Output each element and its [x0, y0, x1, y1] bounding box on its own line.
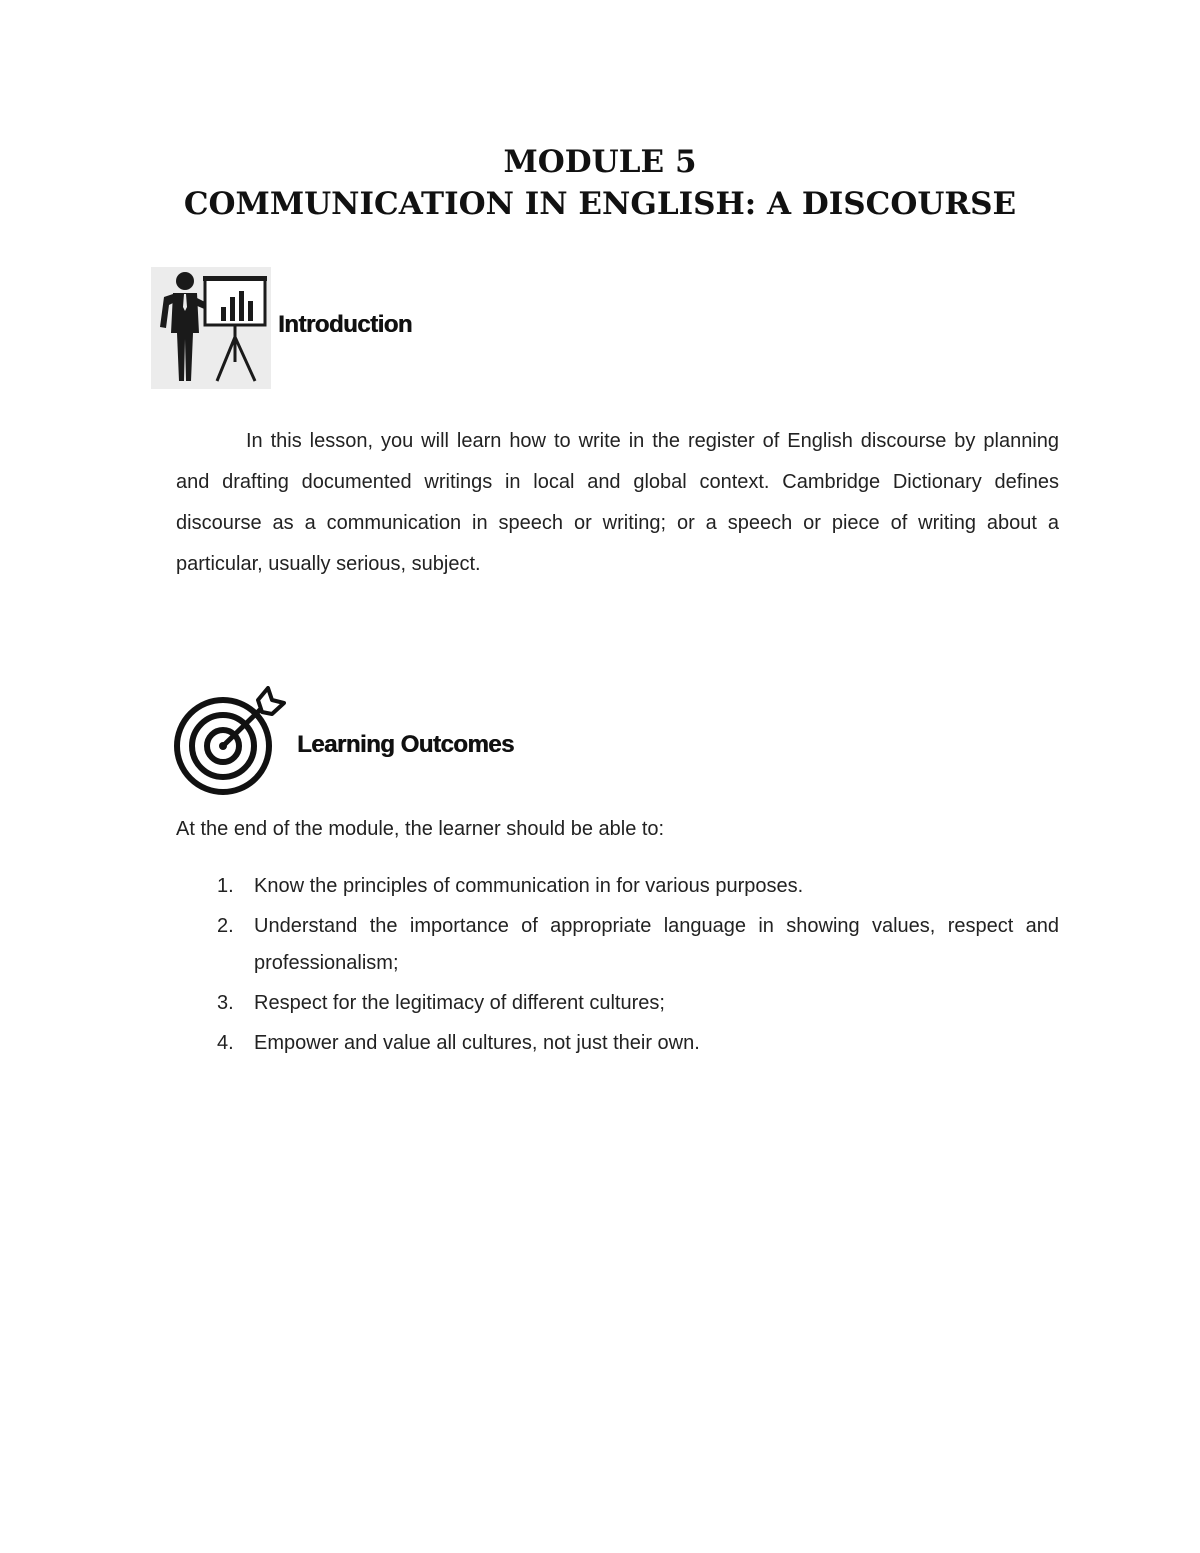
- list-item-text: Know the principles of communication in for various purposes.: [254, 875, 804, 897]
- list-item: [176, 985, 1059, 1022]
- list-item-number: 2.: [217, 915, 234, 937]
- list-item-number: 3.: [217, 992, 234, 1014]
- list-item-text: Understand the importance of appropriate language in showing values, respect and professionalism;: [254, 915, 1059, 974]
- list-item-text: Empower and value all cultures, not just their own.: [254, 1032, 700, 1054]
- list-item: [176, 1025, 1059, 1062]
- list-item-number: 1.: [217, 875, 234, 897]
- outcomes-list: [176, 868, 1059, 1062]
- list-item: [176, 868, 1059, 905]
- introduction-text: In this lesson, you will learn how to write in the register of English discourse by planning and drafting documented writings in local and global context. Cambridge Dictionary defines discourse as a communication in speech or writing; or a speech or piece of writing about a particular, usually serious, subject.: [176, 430, 1059, 575]
- module-title: COMMUNICATION IN ENGLISH: A DISCOURSE: [183, 186, 1017, 222]
- list-item-number: 4.: [217, 1032, 234, 1054]
- presenter-chart-icon: [151, 267, 271, 389]
- introduction-heading: Introduction: [278, 311, 412, 338]
- list-item: [176, 908, 1059, 982]
- list-item-text: Respect for the legitimacy of different cultures;: [254, 992, 665, 1014]
- target-arrow-icon: [172, 686, 286, 798]
- introduction-paragraph: [176, 421, 1059, 585]
- outcomes-lead-text: At the end of the module, the learner should be able to:: [176, 818, 665, 840]
- module-number: MODULE 5: [503, 144, 697, 180]
- learning-outcomes-heading: Learning Outcomes: [297, 731, 514, 758]
